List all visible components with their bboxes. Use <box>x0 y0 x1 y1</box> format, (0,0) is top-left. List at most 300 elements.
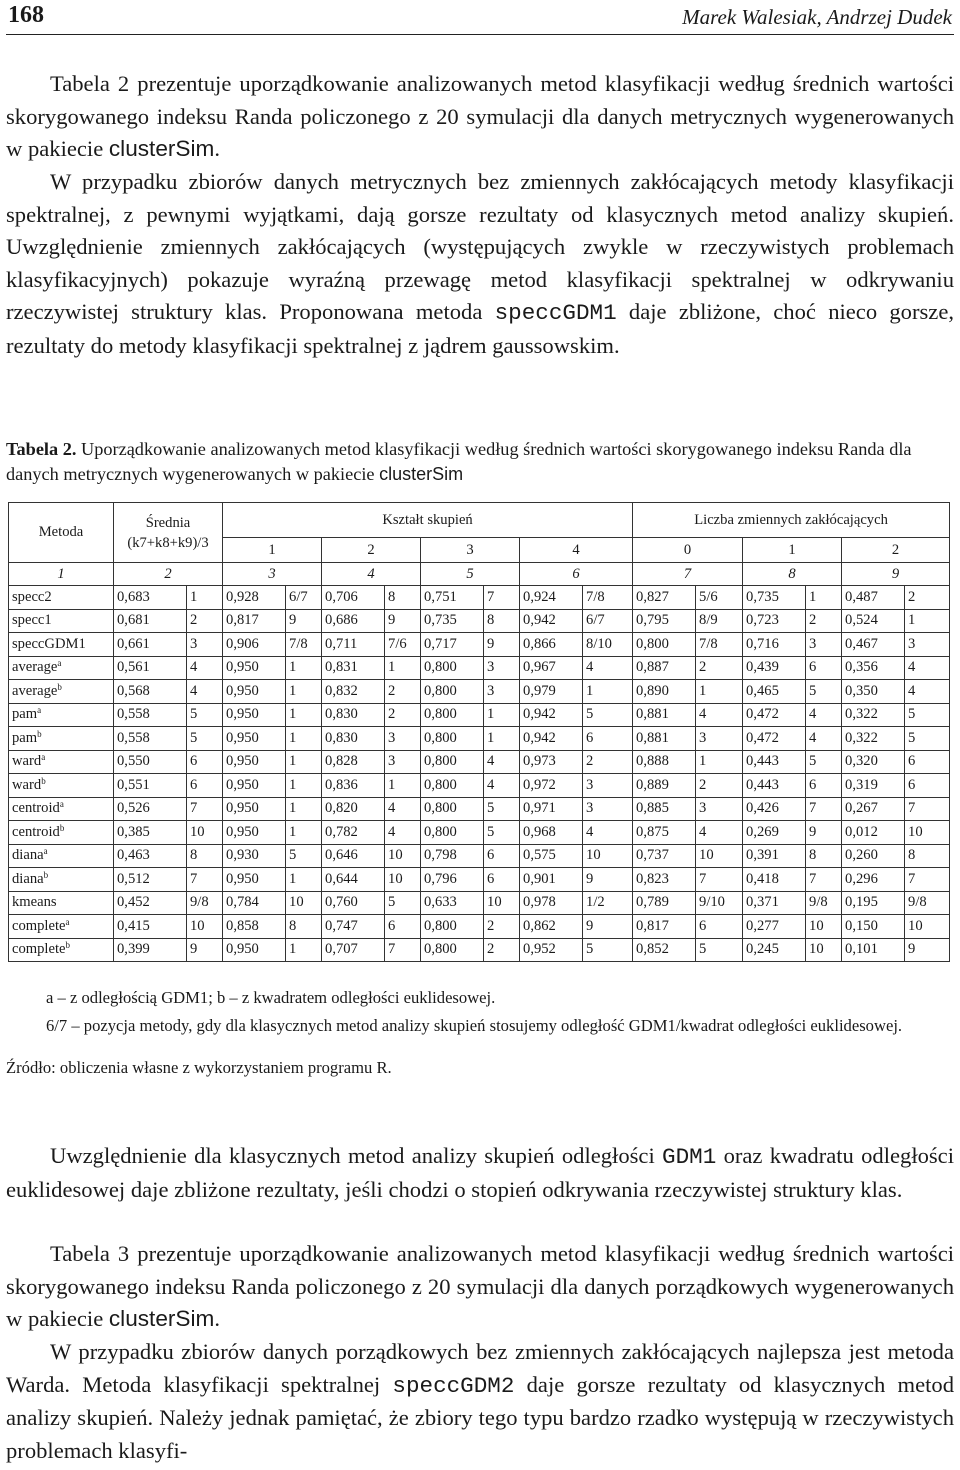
cell-rand-value: 0,661 <box>114 633 187 657</box>
cell-rank: 9 <box>484 633 520 657</box>
cell-rand-value: 0,950 <box>223 703 286 727</box>
ranking-table <box>8 502 950 962</box>
cell-rank: 4 <box>583 821 633 845</box>
cell-rank: 3 <box>583 797 633 821</box>
cell-rank: 4 <box>187 656 223 680</box>
cell-rank: 3 <box>583 774 633 798</box>
cell-rand-value: 0,101 <box>842 938 905 962</box>
cell-rank: 4 <box>484 774 520 798</box>
paragraph-table2-intro: Tabela 2 prezentuje uporządkowanie analizowanych metod klasyfikacji według średnich wartości skorygowanego indeksu Randa policzonego z 20 symulacji dla danych metrycznych wygenerowanych w pakiecie clusterSim. <box>6 71 954 161</box>
subheader-ksztalt-3: 3 <box>421 538 520 563</box>
cell-rand-value: 0,820 <box>322 797 385 821</box>
cell-rank: 8 <box>905 844 950 868</box>
cell-rand-value: 0,978 <box>520 891 583 915</box>
cell-rank: 7/8 <box>696 633 743 657</box>
cell-rand-value: 0,550 <box>114 750 187 774</box>
cell-rank: 3 <box>484 680 520 704</box>
cell-rank: 4 <box>696 703 743 727</box>
cell-rand-value: 0,633 <box>421 891 484 915</box>
cell-rank: 9/10 <box>696 891 743 915</box>
cell-rand-value: 0,443 <box>743 774 806 798</box>
cell-rand-value: 0,686 <box>322 609 385 633</box>
column-number: 9 <box>842 563 950 586</box>
cell-rank: 5 <box>187 703 223 727</box>
cell-rand-value: 0,465 <box>743 680 806 704</box>
cell-rand-value: 0,277 <box>743 915 806 939</box>
cell-rank: 3 <box>385 727 421 751</box>
cell-rand-value: 0,524 <box>842 609 905 633</box>
column-number: 2 <box>114 563 223 586</box>
cell-rank: 3 <box>905 633 950 657</box>
column-number: 5 <box>421 563 520 586</box>
cell-rand-value: 0,830 <box>322 727 385 751</box>
cell-rank: 6/7 <box>286 586 322 610</box>
cell-rank: 1 <box>286 680 322 704</box>
cell-rand-value: 0,828 <box>322 750 385 774</box>
cell-rank: 6/7 <box>583 609 633 633</box>
cell-rank: 10 <box>286 891 322 915</box>
cell-rand-value: 0,827 <box>633 586 696 610</box>
cell-rank: 6 <box>905 774 950 798</box>
method-name: speccGDM2 <box>392 1372 515 1399</box>
column-number-row <box>9 563 950 586</box>
cell-rank: 1 <box>905 609 950 633</box>
header-metoda: Metoda <box>9 503 114 563</box>
subheader-ksztalt-4: 4 <box>520 538 633 563</box>
row-method-name: diana$^a$ <box>9 844 114 868</box>
cell-rank: 1 <box>187 586 223 610</box>
subheader-ksztalt-1: 1 <box>223 538 322 563</box>
row-method-name: specc2 <box>9 586 114 610</box>
cell-rank: 9 <box>905 938 950 962</box>
cell-rand-value: 0,681 <box>114 609 187 633</box>
cell-rank: 3 <box>806 633 842 657</box>
cell-rand-value: 0,711 <box>322 633 385 657</box>
cell-rank: 9 <box>583 915 633 939</box>
table-row <box>9 703 950 727</box>
cell-rand-value: 0,832 <box>322 680 385 704</box>
cell-rand-value: 0,439 <box>743 656 806 680</box>
cell-rank: 6 <box>187 774 223 798</box>
header-ksztalt-skupien: Kształt skupień <box>223 503 633 538</box>
cell-rank: 1 <box>583 680 633 704</box>
cell-rank: 3 <box>187 633 223 657</box>
cell-rand-value: 0,269 <box>743 821 806 845</box>
cell-rank: 8/10 <box>583 633 633 657</box>
cell-rank: 10 <box>187 915 223 939</box>
table-row <box>9 868 950 892</box>
cell-rand-value: 0,823 <box>633 868 696 892</box>
cell-rank: 3 <box>385 750 421 774</box>
row-method-name: average$^a$ <box>9 656 114 680</box>
cell-rand-value: 0,789 <box>633 891 696 915</box>
row-method-name: pam$^b$ <box>9 727 114 751</box>
cell-rank: 2 <box>187 609 223 633</box>
package-name: clusterSim <box>108 1306 215 1331</box>
cell-rand-value: 0,800 <box>421 750 484 774</box>
paragraph-ordinal-results: W przypadku zbiorów danych porządkowych bez zmiennych zakłócających najlepsza jest metoda Warda. Metoda klasyfikacji spektralnej speccGDM2 daje gorsze rezultaty od klasycznych metod analizy skupień. Należy jednak pamiętać, że zbiory tego typu bardzo rzadko występują w rzeczywistych problemach klasyfi- <box>6 1339 954 1463</box>
cell-rank: 5/6 <box>696 586 743 610</box>
cell-rand-value: 0,760 <box>322 891 385 915</box>
column-number: 8 <box>743 563 842 586</box>
cell-rank: 5 <box>696 938 743 962</box>
cell-rank: 1 <box>286 750 322 774</box>
cell-rank: 6 <box>696 915 743 939</box>
cell-rand-value: 0,472 <box>743 703 806 727</box>
column-number: 6 <box>520 563 633 586</box>
cell-rand-value: 0,901 <box>520 868 583 892</box>
cell-rank: 6 <box>484 844 520 868</box>
cell-rand-value: 0,800 <box>421 821 484 845</box>
package-name: clusterSim <box>108 136 215 161</box>
cell-rank: 9 <box>385 609 421 633</box>
cell-rand-value: 0,751 <box>421 586 484 610</box>
cell-rand-value: 0,356 <box>842 656 905 680</box>
cell-rank: 5 <box>187 727 223 751</box>
cell-rand-value: 0,723 <box>743 609 806 633</box>
cell-rank: 8 <box>187 844 223 868</box>
cell-rank: 7/8 <box>286 633 322 657</box>
cell-rank: 10 <box>385 844 421 868</box>
cell-rand-value: 0,296 <box>842 868 905 892</box>
cell-rank: 4 <box>187 680 223 704</box>
subheader-ksztalt-2: 2 <box>322 538 421 563</box>
cell-rank: 10 <box>385 868 421 892</box>
cell-rand-value: 0,800 <box>633 633 696 657</box>
table-row <box>9 891 950 915</box>
column-number: 3 <box>223 563 322 586</box>
table-row <box>9 750 950 774</box>
cell-rank: 5 <box>286 844 322 868</box>
cell-rand-value: 0,795 <box>633 609 696 633</box>
page-number: 168 <box>8 2 44 28</box>
subheader-liczba-0: 0 <box>633 538 743 563</box>
cell-rank: 7 <box>905 868 950 892</box>
row-method-name: centroid$^a$ <box>9 797 114 821</box>
cell-rank: 1 <box>286 774 322 798</box>
row-method-name: specc1 <box>9 609 114 633</box>
cell-rand-value: 0,942 <box>520 727 583 751</box>
paragraph-table3-intro: Tabela 3 prezentuje uporządkowanie analizowanych metod klasyfikacji według średnich wartości skorygowanego indeksu Randa policzonego z 20 symulacji dla danych porządkowych wygenerowanych w pakiecie clusterSim. <box>6 1241 954 1331</box>
cell-rand-value: 0,950 <box>223 797 286 821</box>
table-row <box>9 915 950 939</box>
cell-rank: 1 <box>286 727 322 751</box>
cell-rank: 5 <box>484 797 520 821</box>
cell-rand-value: 0,836 <box>322 774 385 798</box>
cell-rand-value: 0,875 <box>633 821 696 845</box>
cell-rank: 3 <box>696 797 743 821</box>
cell-rand-value: 0,463 <box>114 844 187 868</box>
cell-rand-value: 0,568 <box>114 680 187 704</box>
cell-rand-value: 0,782 <box>322 821 385 845</box>
cell-rand-value: 0,267 <box>842 797 905 821</box>
paragraph-gdm1: Uwzględnienie dla klasycznych metod analizy skupień odległości GDM1 oraz kwadratu odległości euklidesowej daje zbliżone rezultaty, jeśli chodzi o stopień odkrywania rzeczywistej struktury klas. <box>6 1143 954 1202</box>
column-number: 4 <box>322 563 421 586</box>
cell-rand-value: 0,800 <box>421 680 484 704</box>
cell-rank: 10 <box>187 821 223 845</box>
subheader-liczba-1: 1 <box>743 538 842 563</box>
cell-rand-value: 0,526 <box>114 797 187 821</box>
cell-rank: 6 <box>484 868 520 892</box>
cell-rank: 4 <box>583 656 633 680</box>
cell-rank: 1 <box>286 868 322 892</box>
cell-rand-value: 0,817 <box>633 915 696 939</box>
cell-rank: 7 <box>385 938 421 962</box>
cell-rand-value: 0,817 <box>223 609 286 633</box>
cell-rank: 6 <box>806 656 842 680</box>
cell-rand-value: 0,972 <box>520 774 583 798</box>
cell-rand-value: 0,906 <box>223 633 286 657</box>
method-name: speccGDM1 <box>494 300 617 326</box>
cell-rand-value: 0,320 <box>842 750 905 774</box>
cell-rank: 1 <box>286 797 322 821</box>
cell-rank: 2 <box>905 586 950 610</box>
cell-rank: 10 <box>583 844 633 868</box>
cell-rank: 2 <box>696 774 743 798</box>
table-header-row <box>9 503 950 538</box>
cell-rand-value: 0,784 <box>223 891 286 915</box>
cell-rand-value: 0,887 <box>633 656 696 680</box>
cell-rand-value: 0,930 <box>223 844 286 868</box>
cell-rand-value: 0,487 <box>842 586 905 610</box>
running-head-authors: Marek Walesiak, Andrzej Dudek <box>682 5 952 29</box>
cell-rand-value: 0,322 <box>842 703 905 727</box>
cell-rand-value: 0,512 <box>114 868 187 892</box>
cell-rand-value: 0,443 <box>743 750 806 774</box>
cell-rank: 4 <box>385 821 421 845</box>
cell-rand-value: 0,971 <box>520 797 583 821</box>
cell-rand-value: 0,707 <box>322 938 385 962</box>
cell-rank: 10 <box>484 891 520 915</box>
cell-rand-value: 0,399 <box>114 938 187 962</box>
table-row <box>9 633 950 657</box>
cell-rank: 2 <box>484 938 520 962</box>
cell-rand-value: 0,391 <box>743 844 806 868</box>
cell-rand-value: 0,950 <box>223 656 286 680</box>
table-row <box>9 609 950 633</box>
cell-rand-value: 0,260 <box>842 844 905 868</box>
row-method-name: complete$^a$ <box>9 915 114 939</box>
cell-rank: 8/9 <box>696 609 743 633</box>
table-row <box>9 844 950 868</box>
row-method-name: ward$^b$ <box>9 774 114 798</box>
cell-rank: 6 <box>583 727 633 751</box>
cell-rank: 7 <box>187 868 223 892</box>
cell-rand-value: 0,968 <box>520 821 583 845</box>
cell-rank: 5 <box>905 703 950 727</box>
cell-rand-value: 0,800 <box>421 727 484 751</box>
cell-rand-value: 0,195 <box>842 891 905 915</box>
cell-rand-value: 0,717 <box>421 633 484 657</box>
cell-rank: 6 <box>187 750 223 774</box>
cell-rank: 7/6 <box>385 633 421 657</box>
cell-rank: 3 <box>484 656 520 680</box>
cell-rand-value: 0,747 <box>322 915 385 939</box>
column-number: 1 <box>9 563 114 586</box>
cell-rand-value: 0,737 <box>633 844 696 868</box>
table-row <box>9 797 950 821</box>
cell-rand-value: 0,415 <box>114 915 187 939</box>
cell-rand-value: 0,942 <box>520 609 583 633</box>
cell-rank: 8 <box>806 844 842 868</box>
cell-rand-value: 0,798 <box>421 844 484 868</box>
note-position: 6/7 – pozycja metody, gdy dla klasycznych metod analizy skupień stosujemy odległość GDM1/kwadrat odległości euklidesowej. <box>46 1016 903 1035</box>
cell-rand-value: 0,245 <box>743 938 806 962</box>
cell-rank: 1/2 <box>583 891 633 915</box>
table-row <box>9 727 950 751</box>
cell-rank: 9/8 <box>905 891 950 915</box>
header-srednia: Średnia (k7+k8+k9)/3 <box>114 503 223 563</box>
column-number: 7 <box>633 563 743 586</box>
cell-rank: 9/8 <box>806 891 842 915</box>
cell-rank: 7 <box>187 797 223 821</box>
cell-rand-value: 0,924 <box>520 586 583 610</box>
cell-rand-value: 0,888 <box>633 750 696 774</box>
table-notes <box>6 984 954 1082</box>
cell-rank: 6 <box>806 774 842 798</box>
cell-rank: 7 <box>484 586 520 610</box>
cell-rand-value: 0,928 <box>223 586 286 610</box>
row-method-name: diana$^b$ <box>9 868 114 892</box>
cell-rand-value: 0,385 <box>114 821 187 845</box>
table-row <box>9 821 950 845</box>
cell-rand-value: 0,800 <box>421 703 484 727</box>
table-caption: Tabela 2. Uporządkowanie analizowanych metod klasyfikacji według średnich wartości skorygowanego indeksu Randa dla danych metrycznych wygenerowanych w pakiecie clusterSim <box>6 439 912 484</box>
cell-rand-value: 0,561 <box>114 656 187 680</box>
cell-rand-value: 0,558 <box>114 703 187 727</box>
cell-rand-value: 0,890 <box>633 680 696 704</box>
cell-rand-value: 0,558 <box>114 727 187 751</box>
cell-rand-value: 0,952 <box>520 938 583 962</box>
cell-rand-value: 0,881 <box>633 703 696 727</box>
cell-rank: 5 <box>806 680 842 704</box>
cell-rand-value: 0,950 <box>223 868 286 892</box>
subheader-liczba-2: 2 <box>842 538 950 563</box>
cell-rand-value: 0,683 <box>114 586 187 610</box>
table-row <box>9 656 950 680</box>
cell-rand-value: 0,575 <box>520 844 583 868</box>
cell-rank: 1 <box>286 821 322 845</box>
cell-rank: 3 <box>696 727 743 751</box>
cell-rank: 10 <box>806 938 842 962</box>
cell-rand-value: 0,950 <box>223 821 286 845</box>
cell-rank: 1 <box>484 703 520 727</box>
cell-rank: 2 <box>385 703 421 727</box>
cell-rank: 9/8 <box>187 891 223 915</box>
cell-rank: 2 <box>583 750 633 774</box>
row-method-name: kmeans <box>9 891 114 915</box>
cell-rank: 7 <box>696 868 743 892</box>
cell-rand-value: 0,800 <box>421 774 484 798</box>
cell-rank: 2 <box>385 680 421 704</box>
cell-rank: 1 <box>385 774 421 798</box>
cell-rand-value: 0,800 <box>421 656 484 680</box>
cell-rand-value: 0,950 <box>223 774 286 798</box>
row-method-name: ward$^a$ <box>9 750 114 774</box>
cell-rand-value: 0,889 <box>633 774 696 798</box>
cell-rank: 5 <box>806 750 842 774</box>
cell-rand-value: 0,452 <box>114 891 187 915</box>
cell-rand-value: 0,831 <box>322 656 385 680</box>
cell-rand-value: 0,716 <box>743 633 806 657</box>
cell-rank: 8 <box>286 915 322 939</box>
cell-rank: 10 <box>696 844 743 868</box>
cell-rank: 4 <box>484 750 520 774</box>
cell-rand-value: 0,371 <box>743 891 806 915</box>
cell-rank: 10 <box>806 915 842 939</box>
row-method-name: centroid$^b$ <box>9 821 114 845</box>
cell-rand-value: 0,551 <box>114 774 187 798</box>
cell-rand-value: 0,852 <box>633 938 696 962</box>
cell-rank: 1 <box>286 938 322 962</box>
cell-rank: 5 <box>583 938 633 962</box>
code-gdm1: GDM1 <box>662 1144 717 1170</box>
cell-rand-value: 0,858 <box>223 915 286 939</box>
cell-rank: 7 <box>905 797 950 821</box>
cell-rank: 9 <box>583 868 633 892</box>
cell-rank: 7/8 <box>583 586 633 610</box>
cell-rand-value: 0,862 <box>520 915 583 939</box>
cell-rand-value: 0,950 <box>223 938 286 962</box>
cell-rand-value: 0,942 <box>520 703 583 727</box>
cell-rand-value: 0,646 <box>322 844 385 868</box>
table-source: Źródło: obliczenia własne z wykorzystaniem programu R. <box>6 1058 392 1077</box>
table-row <box>9 774 950 798</box>
row-method-name: complete$^b$ <box>9 938 114 962</box>
cell-rand-value: 0,644 <box>322 868 385 892</box>
cell-rank: 8 <box>385 586 421 610</box>
cell-rank: 6 <box>385 915 421 939</box>
cell-rand-value: 0,735 <box>421 609 484 633</box>
cell-rank: 7 <box>806 868 842 892</box>
cell-rand-value: 0,950 <box>223 727 286 751</box>
row-method-name: speccGDM1 <box>9 633 114 657</box>
cell-rank: 1 <box>484 727 520 751</box>
cell-rank: 4 <box>905 656 950 680</box>
cell-rank: 1 <box>286 703 322 727</box>
cell-rank: 9 <box>187 938 223 962</box>
cell-rand-value: 0,881 <box>633 727 696 751</box>
cell-rand-value: 0,800 <box>421 938 484 962</box>
cell-rand-value: 0,796 <box>421 868 484 892</box>
cell-rank: 1 <box>385 656 421 680</box>
paragraph-metric-results: W przypadku zbiorów danych metrycznych bez zmiennych zakłócających metody klasyfikacji spektralnej, z pewnymi wyjątkami, dają gorsze rezultaty od klasycznych metod analizy skupień. Uwzględnienie zmiennych zakłócających (występujących zwykle w rzeczywistych problemach klasyfikacyjnych) pokazuje wyraźną przewagę metod klasyfikacji spektralnej w odkrywaniu rzeczywistej struktury klas. Proponowana metoda speccGDM1 daje zbliżone, choć nieco gorsze, rezultaty do metody klasyfikacji spektralnej z jądrem gaussowskim. <box>6 169 955 358</box>
cell-rank: 4 <box>696 821 743 845</box>
row-method-name: average$^b$ <box>9 680 114 704</box>
cell-rand-value: 0,418 <box>743 868 806 892</box>
cell-rand-value: 0,706 <box>322 586 385 610</box>
cell-rank: 4 <box>806 703 842 727</box>
cell-rand-value: 0,979 <box>520 680 583 704</box>
cell-rank: 5 <box>905 727 950 751</box>
cell-rank: 9 <box>806 821 842 845</box>
cell-rand-value: 0,012 <box>842 821 905 845</box>
cell-rand-value: 0,735 <box>743 586 806 610</box>
cell-rand-value: 0,350 <box>842 680 905 704</box>
note-abbreviations: a – z odległością GDM1; b – z kwadratem odległości euklidesowej. <box>46 988 496 1007</box>
cell-rand-value: 0,319 <box>842 774 905 798</box>
cell-rank: 4 <box>385 797 421 821</box>
cell-rand-value: 0,866 <box>520 633 583 657</box>
cell-rand-value: 0,467 <box>842 633 905 657</box>
table-row <box>9 586 950 610</box>
cell-rank: 2 <box>696 656 743 680</box>
cell-rand-value: 0,472 <box>743 727 806 751</box>
cell-rand-value: 0,800 <box>421 915 484 939</box>
cell-rand-value: 0,967 <box>520 656 583 680</box>
cell-rank: 5 <box>484 821 520 845</box>
cell-rand-value: 0,322 <box>842 727 905 751</box>
